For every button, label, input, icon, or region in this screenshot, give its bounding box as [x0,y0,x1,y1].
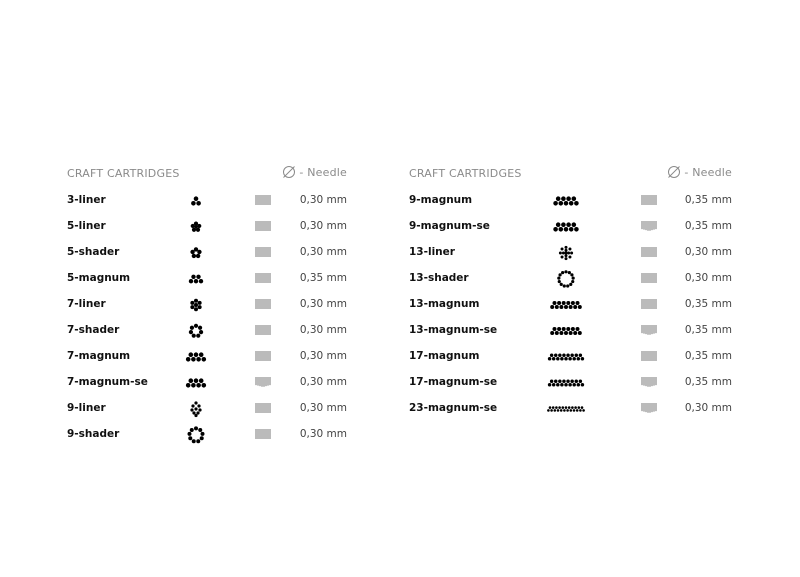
table-title: CRAFT CARTRIDGES [409,167,522,180]
needle-diameter: 0,30 mm [299,376,347,388]
needle-grouping-icon [176,320,216,342]
needle-dot [579,353,583,357]
needle-straight-icon [253,428,273,440]
needle-straight-icon [639,350,659,362]
needle-dot [563,409,566,412]
needle-dot [566,196,571,201]
needle-dot [196,439,200,443]
cartridge-name: 3-liner [67,194,106,206]
needle-dot [562,406,565,409]
needle-dot [194,414,197,417]
needle-dot [578,331,582,335]
needle-dot [558,406,561,409]
needle-curved-icon [639,220,659,232]
needle-diameter: 0,35 mm [299,272,347,284]
needle-dot [194,303,198,307]
needle-dot [569,227,574,232]
needle-dot [579,379,583,383]
needle-diameter: 0,30 mm [684,246,732,258]
needle-straight-icon [253,220,273,232]
needle-dot [558,280,561,283]
needle-grouping-icon [546,190,586,212]
cartridge-name: 17-magnum [409,350,480,362]
cartridge-row [67,291,347,317]
needle-dot [569,305,573,309]
needle-dot [563,284,566,287]
table-header [409,165,732,183]
needle-dot [196,201,201,206]
needle-straight-icon [253,324,273,336]
needle-diameter: 0,35 mm [684,324,732,336]
needle-dot [554,379,558,383]
needle-dot [201,432,205,436]
cartridge-row [409,213,732,239]
needle-grouping-icon [176,216,216,238]
needle-curved-icon [639,324,659,336]
needle-grouping-icon [546,346,586,368]
cartridge-row [409,369,732,395]
needle-dot [554,409,557,412]
needle-dot [566,222,571,227]
needle-dot [565,406,568,409]
needle-dot [573,331,577,335]
needle-dot [561,248,564,251]
needle-dot [574,201,579,206]
needle-dot [191,201,196,206]
needle-dot [552,406,555,409]
needle-dot [560,383,564,387]
diameter-icon [667,165,681,179]
needle-dot [550,353,554,357]
needle-dot [190,428,194,432]
needle-diameter: 0,30 mm [299,194,347,206]
needle-curved-icon [639,376,659,388]
needle-dot [559,305,563,309]
needle-dot [194,352,199,357]
cartridge-name: 17-magnum-se [409,376,498,388]
cartridge-name: 5-liner [67,220,106,232]
needle-dot [578,406,581,409]
needle-dot [196,357,201,362]
needle-dot [565,249,568,252]
needle-dot [561,255,564,258]
needle-dot [188,436,192,440]
diameter-header [282,165,347,179]
needle-dot [576,301,580,305]
needle-grouping-icon [546,398,586,420]
needle-dot [568,271,571,274]
needle-dot [199,352,204,357]
needle-dot [189,378,194,383]
needle-diameter: 0,35 mm [684,298,732,310]
needle-dot [557,301,561,305]
needle-dot [190,408,193,411]
needle-diameter: 0,30 mm [299,350,347,362]
needle-dot [569,331,573,335]
needle-dot [189,352,194,357]
needle-dot [566,327,570,331]
cartridge-name: 5-shader [67,246,120,258]
needle-dot [550,331,554,335]
needle-dot [581,406,584,409]
needle-dot [576,409,579,412]
cartridge-name: 5-magnum [67,272,131,284]
cartridge-row [67,265,347,291]
needle-dot [548,383,552,387]
needle-dot [558,379,562,383]
needle-dot [566,284,569,287]
needle-dot [566,409,569,412]
needle-diameter: 0,35 mm [684,194,732,206]
needle-dot [566,379,570,383]
needle-dot [548,357,552,361]
needle-dot [550,305,554,309]
needle-curved-icon [253,376,273,388]
needle-dot [562,252,565,255]
cartridge-row [409,265,732,291]
needle-dot [568,255,571,258]
needle-straight-icon [253,298,273,310]
cartridge-name: 9-magnum-se [409,220,490,232]
needle-dot [196,275,200,279]
needle-dot [570,409,573,412]
needle-dot [557,409,560,412]
needle-grouping-icon [546,216,586,238]
needle-dot [569,201,574,206]
needle-dot [568,406,571,409]
cartridge-name: 7-liner [67,298,106,310]
needle-dot [576,327,580,331]
needle-straight-icon [253,194,273,206]
needle-dot [561,222,566,227]
needle-dot [553,327,557,331]
needle-dot [564,227,569,232]
needle-dot [573,409,576,412]
needle-dot [562,353,566,357]
cartridge-name: 9-magnum [409,194,473,206]
needle-dot [560,283,563,286]
needle-dot [560,357,564,361]
needle-dot [566,353,570,357]
needle-dot [192,411,195,414]
needle-dot [562,301,566,305]
needle-dot [194,378,199,383]
needle-dot [567,252,570,255]
needle-dot [198,305,202,309]
needle-dot [566,301,570,305]
needle-grouping-icon [546,294,586,316]
needle-dot [191,404,194,407]
needle-dot [191,224,195,228]
cartridge-row [67,395,347,421]
needle-dot [558,273,561,276]
needle-dot [547,409,550,412]
needle-dot [194,307,198,311]
cartridge-table-right [409,165,732,421]
needle-dot [559,201,564,206]
needle-dot [560,409,563,412]
needle-dot [194,225,197,228]
diameter-label: - Needle [299,165,347,179]
table-title: CRAFT CARTRIDGES [67,167,180,180]
needle-dot [575,353,579,357]
needle-diameter: 0,30 mm [299,402,347,414]
needle-dot [555,406,558,409]
needle-diameter: 0,30 mm [299,220,347,232]
cartridge-row [409,187,732,213]
needle-dot [199,330,203,334]
cartridge-row [409,395,732,421]
needle-dot [572,222,577,227]
needle-dot [556,383,560,387]
cartridge-row [409,239,732,265]
needle-dot [565,254,568,257]
needle-dot [196,334,200,338]
needle-dot [194,324,198,328]
needle-dot [574,227,579,232]
needle-dot [556,222,561,227]
needle-dot [564,201,569,206]
needle-dot [197,404,200,407]
needle-diameter: 0,30 mm [299,324,347,336]
needle-dot [570,353,574,357]
needle-dot [572,277,575,280]
needle-dot [556,196,561,201]
needle-straight-icon [253,272,273,284]
needle-diameter: 0,30 mm [299,298,347,310]
needle-dot [581,383,585,387]
cartridge-row [67,317,347,343]
needle-dot [198,301,202,305]
needle-dot [569,283,572,286]
needle-dot [578,305,582,309]
needle-dot [565,252,568,255]
cartridge-row [67,213,347,239]
needle-dot [577,383,581,387]
needle-dot [550,379,554,383]
needle-dot [568,383,572,387]
needle-straight-icon [639,272,659,284]
needle-dot [552,383,556,387]
needle-diameter: 0,30 mm [684,402,732,414]
needle-dot [556,357,560,361]
needle-dot [188,432,192,436]
cartridge-row [67,239,347,265]
needle-straight-icon [253,402,273,414]
needle-dot [571,327,575,331]
needle-dot [572,357,576,361]
needle-dot [189,279,193,283]
needle-dot [189,330,193,334]
needle-grouping-icon [546,268,586,290]
needle-grouping-icon [176,294,216,316]
cartridge-name: 13-magnum [409,298,480,310]
cartridge-name: 9-liner [67,402,106,414]
needle-straight-icon [639,246,659,258]
needle-dot [570,379,574,383]
needle-dot [553,201,558,206]
needle-dot [582,409,585,412]
needle-straight-icon [639,298,659,310]
needle-dot [196,254,200,258]
needle-dot [564,357,568,361]
cartridge-row [67,421,347,447]
needle-dot [570,273,573,276]
table-rows [67,187,347,447]
needle-dot [561,271,564,274]
needle-dot [190,250,194,254]
needle-dot [571,280,574,283]
needle-dot [198,326,202,330]
needle-dot [202,357,207,362]
needle-dot [572,196,577,201]
needle-diameter: 0,35 mm [684,376,732,388]
needle-dot [564,270,567,273]
cartridge-name: 23-magnum-se [409,402,498,414]
needle-dot [573,305,577,309]
needle-grouping-icon [546,242,586,264]
needle-dot [198,428,202,432]
needle-dot [561,196,566,201]
needle-dot [562,327,566,331]
needle-dot [186,357,191,362]
needle-dot [194,196,199,201]
needle-dot [570,252,573,255]
needle-straight-icon [253,350,273,362]
cartridge-row [67,187,347,213]
cartridge-row [409,343,732,369]
needle-dot [559,252,562,255]
needle-dot [197,250,201,254]
needle-dot [555,331,559,335]
needle-dot [577,357,581,361]
needle-dot [192,254,196,258]
needle-grouping-icon [176,372,216,394]
cartridge-name: 7-shader [67,324,120,336]
cartridge-row [67,343,347,369]
needle-dot [550,409,553,412]
needle-dot [198,408,201,411]
table-header [67,165,347,183]
needle-straight-icon [639,194,659,206]
needle-dot [568,248,571,251]
needle-grouping-icon [176,190,216,212]
needle-diameter: 0,30 mm [684,272,732,284]
diameter-label: - Needle [684,165,732,179]
needle-dot [186,383,191,388]
cartridge-name: 7-magnum-se [67,376,148,388]
needle-dot [555,305,559,309]
needle-dot [190,301,194,305]
needle-dot [192,334,196,338]
needle-diameter: 0,30 mm [299,246,347,258]
needle-diameter: 0,30 mm [299,428,347,440]
needle-dot [562,379,566,383]
needle-grouping-icon [176,242,216,264]
needle-dot [199,378,204,383]
needle-diameter: 0,35 mm [684,350,732,362]
needle-dot [568,357,572,361]
needle-dot [572,383,576,387]
needle-dot [564,305,568,309]
needle-grouping-icon [176,346,216,368]
cartridge-name: 13-magnum-se [409,324,498,336]
needle-dot [564,331,568,335]
needle-dot [194,426,198,430]
needle-grouping-icon [176,424,216,446]
needle-dot [191,383,196,388]
cartridge-table-left [67,165,347,447]
needle-straight-icon [253,246,273,258]
cartridge-name: 13-shader [409,272,469,284]
needle-dot [581,357,585,361]
needle-dot [200,436,204,440]
table-rows [409,187,732,421]
needle-dot [197,224,201,228]
cartridge-row [409,291,732,317]
needle-grouping-icon [546,372,586,394]
diameter-header [667,165,732,179]
needle-curved-icon [639,402,659,414]
needle-dot [196,411,199,414]
needle-dot [557,327,561,331]
needle-dot [571,301,575,305]
needle-dot [552,357,556,361]
needle-dot [194,401,197,404]
needle-dot [199,279,203,283]
needle-dot [559,227,564,232]
needle-grouping-icon [176,268,216,290]
cartridge-row [67,369,347,395]
needle-dot [191,275,195,279]
needle-dot [553,227,558,232]
needle-dot [575,379,579,383]
needle-dot [191,357,196,362]
needle-dot [194,279,198,283]
cartridge-name: 13-liner [409,246,455,258]
needle-dot [579,409,582,412]
needle-dot [564,383,568,387]
cartridge-name: 7-magnum [67,350,131,362]
needle-dot [571,406,574,409]
needle-dot [553,301,557,305]
needle-dot [196,383,201,388]
cartridge-name: 9-shader [67,428,120,440]
needle-diameter: 0,35 mm [684,220,732,232]
needle-grouping-icon [546,320,586,342]
needle-dot [192,439,196,443]
needle-dot [574,406,577,409]
needle-dot [557,277,560,280]
needle-dot [194,407,197,410]
needle-dot [194,299,198,303]
needle-dot [202,383,207,388]
needle-dot [565,246,568,249]
cartridge-row [409,317,732,343]
needle-dot [190,305,194,309]
diameter-icon [282,165,296,179]
needle-dot [554,353,558,357]
needle-dot [190,326,194,330]
needle-dot [565,257,568,260]
needle-dot [559,331,563,335]
needle-dot [558,353,562,357]
needle-grouping-icon [176,398,216,420]
needle-dot [549,406,552,409]
